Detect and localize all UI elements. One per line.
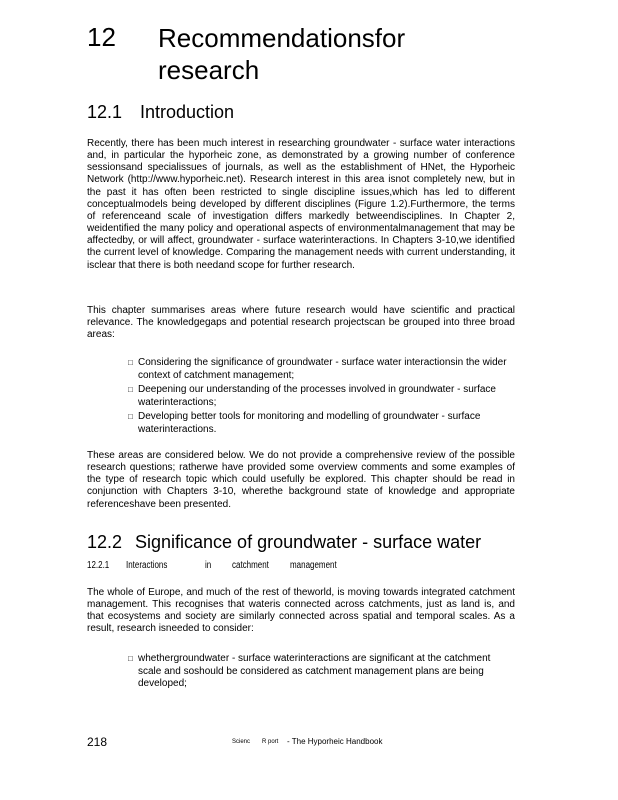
footer-word: R port: [262, 739, 279, 745]
chapter-title: Recommendationsfor research: [158, 23, 406, 85]
subsection-number: 12.2.1: [87, 560, 110, 571]
square-bullet-icon: □: [128, 412, 133, 422]
footer-title: - The Hyporheic Handbook: [287, 737, 383, 746]
research-needs-list: [128, 653, 508, 693]
closing-paragraph: These areas are considered below. We do not provide a comprehensive review of the possible research questions; ratherwe have provided some overview comments and some examples of the type of research topic which could usefully be explored. This chapter should be read in conjunction with Chapters 3-10, wherethe background state of knowledge and appropriate referenceshave been presented.: [87, 450, 515, 510]
section-title: Introduction: [140, 102, 235, 122]
intro-paragraph-1: Recently, there has been much interest in researching groundwater - surface water interactions and, in particular the hyporheic zone, as demonstrated by a growing number of conference sessionsand specialissues of journals, as well as the establishment of HNet, the Hyporheic Network (http://www.hyporheic.net). Research interest in this area isnot completely new, but in the past it has often been restricted to single discipline issues,which has led to different conceptualmodels being developed by different disciplines (Figure 1.2).Furthermore, the terms of referenceand scale of investigation differs markedly betweendisciplines. In Chapter 2, weidentified the many policy and operational aspects of environmentalmanagement that may be affectedby, or will affect, groundwater - surface waterinteractions. In Chapters 3-10,we identified the current level of knowledge. Comparing the management needs with current understanding, it isclear that there is both needand scope for further research.: [87, 138, 515, 271]
section-number: 12.1: [87, 102, 123, 122]
list-item: □ Developing better tools for monitoring and modelling of groundwater - surface waterinteractions.: [128, 411, 481, 435]
list-item: □ Considering the significance of groundwater - surface water interactionsin the wider context of catchment management;: [128, 357, 507, 381]
subsection-word: Interactions: [126, 560, 168, 571]
section-number: 12.2: [87, 532, 123, 552]
catchment-paragraph: The whole of Europe, and much of the rest of theworld, is moving towards integrated catchment management. This recognises that wateris connected across catchments, just as land is, and that ecosystems and society are similarly connected across spatial and temporal scales. As a result, research isneeded to consider:: [87, 587, 515, 635]
research-areas-list: [128, 357, 508, 439]
square-bullet-icon: □: [128, 654, 133, 663]
intro-paragraph-2: This chapter summarises areas where future research would have scientific and practical relevance. The knowledgegaps and potential research projectscan be grouped into three broad areas:: [87, 305, 515, 341]
subsection-word: management: [290, 560, 337, 571]
subsection-word: in: [205, 560, 212, 571]
list-item: □ Deepening our understanding of the processes involved in groundwater - surface waterinteractions;: [128, 384, 496, 408]
section-title: Significance of groundwater - surface water: [135, 532, 482, 552]
chapter-number: 12: [87, 22, 116, 52]
square-bullet-icon: □: [128, 385, 133, 395]
list-item: □ whethergroundwater - surface waterinteractions are significant at the catchment scale and soshould be considered as catchment management plans are being developed;: [128, 653, 491, 690]
page-number: 218: [87, 735, 108, 749]
square-bullet-icon: □: [128, 358, 133, 367]
subsection-word: catchment: [232, 560, 269, 571]
footer-word: Scienc: [232, 739, 251, 745]
